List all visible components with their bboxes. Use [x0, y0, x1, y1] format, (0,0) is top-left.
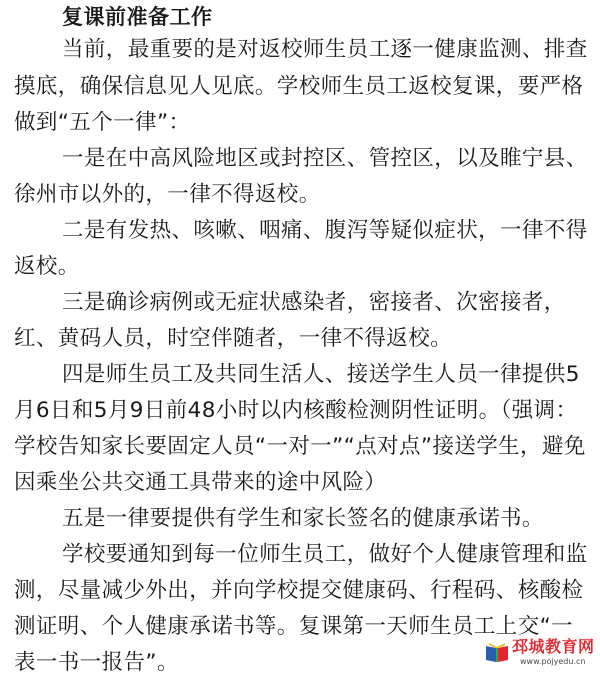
- paragraph-line: 月6日和5月9日前48小时以内核酸检测阴性证明。（强调：: [14, 398, 578, 423]
- paragraph-line: 红、黄码人员，时空伴随者，一律不得返校。: [14, 326, 453, 351]
- paragraph-line: 一是在中高风险地区或封控区、管控区，以及睢宁县、: [62, 146, 588, 171]
- paragraph-line: 表一书一报告”。: [14, 650, 179, 675]
- paragraph-line: 五是一律要提供有学生和家长签名的健康承诺书。: [62, 506, 544, 531]
- paragraph-line: 学校告知家长要固定人员“一对一”“点对点”接送学生，避免: [14, 434, 586, 459]
- paragraph-line: 做到“五个一律”：: [14, 110, 191, 135]
- paragraph-line: 二是有发热、咳嗽、咽痛、腹泻等疑似症状，一律不得: [62, 218, 588, 243]
- paragraph-line: 因乘坐公共交通工具带来的途中风险）: [14, 470, 387, 495]
- site-watermark: [484, 636, 594, 670]
- watermark-site-name: 邳城教育网: [512, 637, 595, 656]
- paragraph-line: 摸底，确保信息见人见底。学校师生员工返校复课，要严格: [14, 74, 584, 99]
- section-heading: 复课前准备工作: [62, 5, 213, 29]
- paragraph-line: 三是确诊病例或无症状感染者，密接者、次密接者，: [62, 290, 566, 315]
- paragraph-line: 徐州市以外的，一律不得返校。: [14, 182, 321, 207]
- paragraph-line: 学校要通知到每一位师生员工，做好个人健康管理和监: [62, 542, 588, 567]
- book-logo-icon: [484, 640, 510, 666]
- paragraph-line: 返校。: [14, 254, 80, 279]
- watermark-url: www.pojyedu.cn: [520, 657, 586, 666]
- paragraph-line: 当前，最重要的是对返校师生员工逐一健康监测、排查: [62, 37, 588, 62]
- paragraph-line: 四是师生员工及共同生活人、接送学生人员一律提供5: [62, 362, 580, 387]
- paragraph-line: 测证明、个人健康承诺书等。复课第一天师生员工上交“一: [14, 614, 574, 639]
- paragraph-line: 测，尽量减少外出，并向学校提交健康码、行程码、核酸检: [14, 578, 584, 603]
